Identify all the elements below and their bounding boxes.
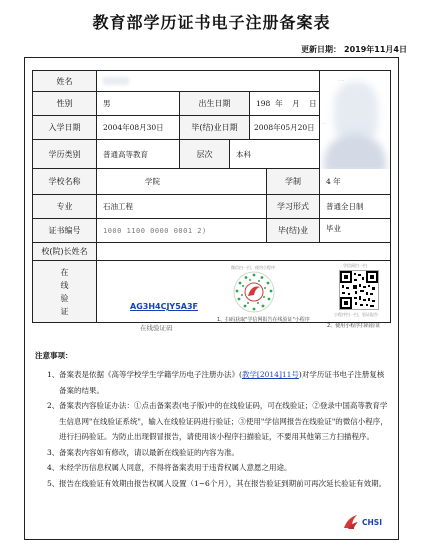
label-cert-no: 证书编号 xyxy=(33,219,97,243)
qr-code-bottom-hint: 小程序扫一扫，验证报告 xyxy=(334,312,378,317)
verify-char-3: 验 xyxy=(60,293,69,303)
label-grad-status: 毕(结)业 xyxy=(267,219,320,243)
verify-char-4: 证 xyxy=(60,306,69,316)
label-level: 层次 xyxy=(180,140,230,169)
chsi-bird-icon xyxy=(342,513,360,531)
label-graduate: 毕(结)业日期 xyxy=(180,116,250,140)
value-study-form: 普通全日制 xyxy=(320,195,390,219)
value-graduate: 2008年05月20日 xyxy=(250,116,320,140)
student-photo xyxy=(320,71,390,169)
value-school-text: 学院 xyxy=(145,177,160,186)
note-number: 3、 xyxy=(47,447,60,457)
note-text: 未经学历信息权属人同意，不得将备案表用于违背权属人意愿之用途。 xyxy=(59,463,292,472)
photo-watermark: ····· xyxy=(338,78,345,83)
label-school: 学校名称 xyxy=(33,169,97,195)
note-item xyxy=(35,460,390,476)
verify-step-1: 1、扫码获取"学信网报告在线验证"小程序 xyxy=(217,317,310,323)
chsi-logo xyxy=(342,513,382,531)
update-date-label: 更新日期： xyxy=(301,45,342,54)
note-number: 5、 xyxy=(47,478,60,488)
value-principal xyxy=(97,243,390,261)
label-name: 姓名 xyxy=(33,71,97,92)
value-cert-no-text: 1000 1100 0000 0001 2) xyxy=(103,226,207,235)
update-date-value: 2019年11月4日 xyxy=(344,45,407,54)
label-edu-type: 学历类别 xyxy=(33,140,97,169)
note-text: 备案表是依据《高等学校学生学籍学历电子注册办法》( xyxy=(59,370,242,379)
note-item xyxy=(35,367,390,398)
value-school xyxy=(97,169,267,195)
mini-program-hint: 微信扫一扫，使用小程序 xyxy=(231,265,275,270)
notes-section xyxy=(35,350,390,491)
label-duration: 学制 xyxy=(267,169,320,195)
note-item xyxy=(35,445,390,461)
note-text: 备案表内容验证办法：①点击备案表(电子版)中的在线验证码，可在线验证；②登录中国高等教育学生信息网"在线验证系统"，输入在线验证码进行验证；③使用"学信网报告在线验证"的微信小程序，进行扫码验证。为防止出现假冒报告，请使用该小程序扫描验证，不要用其他第三方扫描程序。 xyxy=(59,401,388,441)
value-major: 石油工程 xyxy=(97,195,267,219)
note-item xyxy=(35,476,390,492)
note-number: 1、 xyxy=(47,370,60,379)
value-grad-status: 毕业 xyxy=(320,219,390,243)
value-cert-no xyxy=(97,219,267,243)
mini-program-qr-icon xyxy=(233,271,275,317)
note-number: 2、 xyxy=(47,401,60,410)
value-name xyxy=(97,71,320,92)
label-major: 专业 xyxy=(33,195,97,219)
note-text: )对学历证书电子注册复核备案的结果。 xyxy=(59,370,385,395)
chsi-logo-text: CHSI xyxy=(362,517,382,527)
redacted-name xyxy=(103,77,129,85)
value-level: 本科 xyxy=(230,140,320,169)
note-number: 4、 xyxy=(47,463,60,472)
note-item xyxy=(35,398,390,445)
verify-char-2: 线 xyxy=(60,280,69,290)
record-table xyxy=(32,70,391,323)
value-enroll: 2004年08月30日 xyxy=(97,116,180,140)
verify-qr-code[interactable] xyxy=(339,270,379,310)
note-text: 报告在线验证有效期由报告权属人设置（1~6个月），其在报告验证到期前可再次延长验证有效期。 xyxy=(59,478,387,488)
verify-char-1: 在 xyxy=(60,267,69,277)
photo-shoulders-blurred xyxy=(324,133,386,169)
qr-code-hint: 学信网扫一扫 xyxy=(343,263,367,268)
online-verify-code-caption: 在线验证码 xyxy=(140,324,173,332)
value-gender: 男 xyxy=(97,92,180,116)
value-edu-type: 普通高等教育 xyxy=(97,140,180,169)
notes-title: 注意事项： xyxy=(35,351,73,360)
label-online-verify xyxy=(33,261,97,322)
note-text: 备案表内容如有修改，请以最新在线验证的内容为准。 xyxy=(59,447,239,457)
photo-watermark-2: ··· xyxy=(322,121,326,126)
regulation-link[interactable]: 教学[2014]11号 xyxy=(241,370,299,379)
online-verify-code-link[interactable]: AG3H4CJY5A3F xyxy=(130,302,199,311)
photo-face-blurred xyxy=(334,81,378,139)
value-duration: 4 年 xyxy=(320,169,390,195)
qr-code-icon xyxy=(340,271,378,309)
label-gender: 性别 xyxy=(33,92,97,116)
label-study-form: 学习形式 xyxy=(267,195,320,219)
value-birth: 198 年 月 日 xyxy=(250,92,320,116)
verify-step-2: 2、使用小程序扫码验证 xyxy=(327,323,381,329)
record-frame xyxy=(24,57,399,540)
label-principal: 校(院)长姓名 xyxy=(33,243,97,261)
update-date xyxy=(298,44,407,55)
page-title: 教育部学历证书电子注册备案表 xyxy=(92,13,331,32)
label-enroll: 入学日期 xyxy=(33,116,97,140)
label-birth: 出生日期 xyxy=(180,92,250,116)
